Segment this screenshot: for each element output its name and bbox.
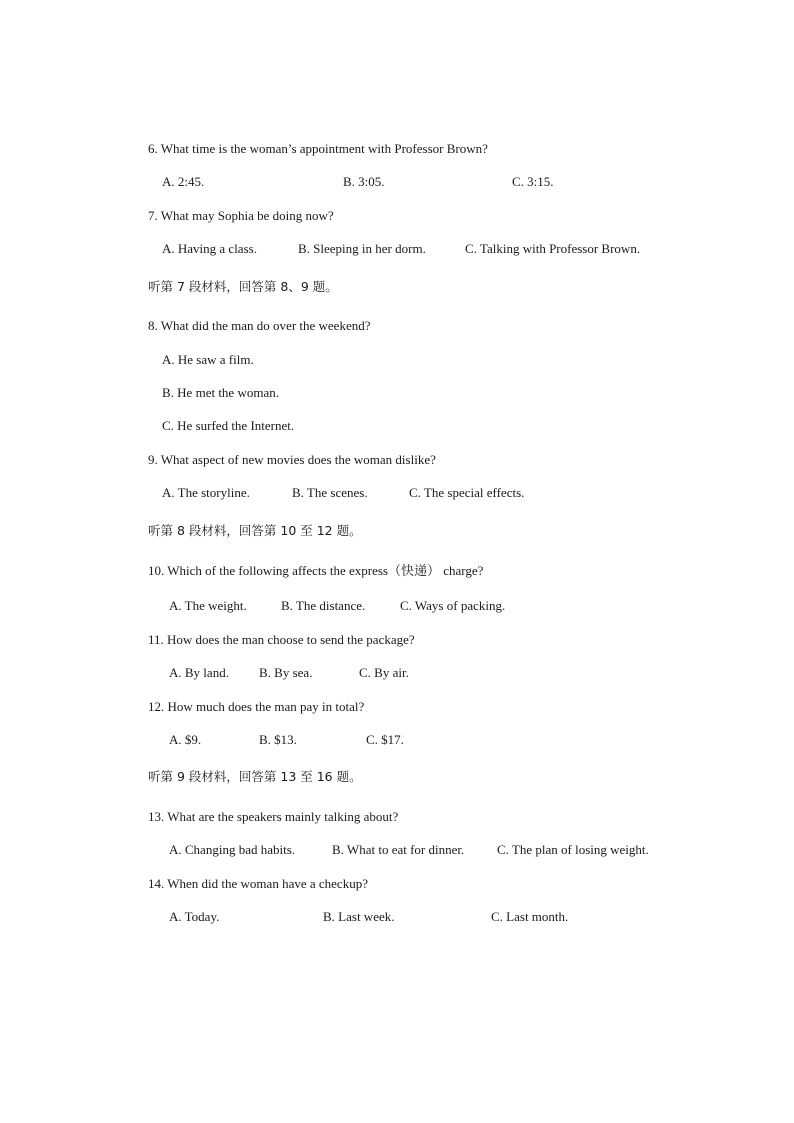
question-12: 12. How much does the man pay in total?	[148, 699, 365, 714]
question-10-option-a: A. The weight.	[169, 598, 247, 613]
question-6-option-b: B. 3:05.	[343, 174, 385, 189]
question-13: 13. What are the speakers mainly talking about?	[148, 809, 399, 824]
question-8-option-b: B. He met the woman.	[162, 385, 279, 400]
question-9-option-c: C. The special effects.	[409, 485, 525, 500]
question-13-option-c: C. The plan of losing weight.	[497, 842, 649, 857]
section-heading-9: 听第 9 段材料，回答第 13 至 16 题。	[148, 769, 362, 784]
question-6-option-a: A. 2:45.	[162, 174, 205, 189]
question-9-option-b: B. The scenes.	[292, 485, 368, 500]
question-12-option-c: C. $17.	[366, 732, 404, 747]
question-10-option-b: B. The distance.	[281, 598, 366, 613]
question-11-option-c: C. By air.	[359, 665, 409, 680]
question-12-option-a: A. $9.	[169, 732, 202, 747]
question-14-option-a: A. Today.	[169, 909, 220, 924]
question-14-option-b: B. Last week.	[323, 909, 395, 924]
question-9-option-a: A. The storyline.	[162, 485, 250, 500]
question-10-option-c: C. Ways of packing.	[400, 598, 506, 613]
question-7-option-c: C. Talking with Professor Brown.	[465, 241, 641, 256]
question-12-option-b: B. $13.	[259, 732, 297, 747]
section-heading-7: 听第 7 段材料，回答第 8、9 题。	[148, 279, 338, 294]
question-10: 10. Which of the following affects the express（快递） charge?	[148, 563, 484, 578]
question-14: 14. When did the woman have a checkup?	[148, 876, 368, 891]
question-11-option-a: A. By land.	[169, 665, 229, 680]
question-14-option-c: C. Last month.	[491, 909, 569, 924]
question-9: 9. What aspect of new movies does the woman dislike?	[148, 452, 436, 467]
section-heading-8: 听第 8 段材料，回答第 10 至 12 题。	[148, 523, 362, 538]
question-13-option-a: A. Changing bad habits.	[169, 842, 296, 857]
question-11: 11. How does the man choose to send the package?	[148, 632, 415, 647]
question-11-option-b: B. By sea.	[259, 665, 313, 680]
question-7-option-b: B. Sleeping in her dorm.	[298, 241, 426, 256]
question-8-option-a: A. He saw a film.	[162, 352, 254, 367]
question-8-option-c: C. He surfed the Internet.	[162, 418, 295, 433]
question-13-option-b: B. What to eat for dinner.	[332, 842, 465, 857]
question-8: 8. What did the man do over the weekend?	[148, 318, 371, 333]
question-6: 6. What time is the woman’s appointment with Professor Brown?	[148, 141, 488, 156]
question-7: 7. What may Sophia be doing now?	[148, 208, 334, 223]
question-6-option-c: C. 3:15.	[512, 174, 554, 189]
question-7-option-a: A. Having a class.	[162, 241, 257, 256]
